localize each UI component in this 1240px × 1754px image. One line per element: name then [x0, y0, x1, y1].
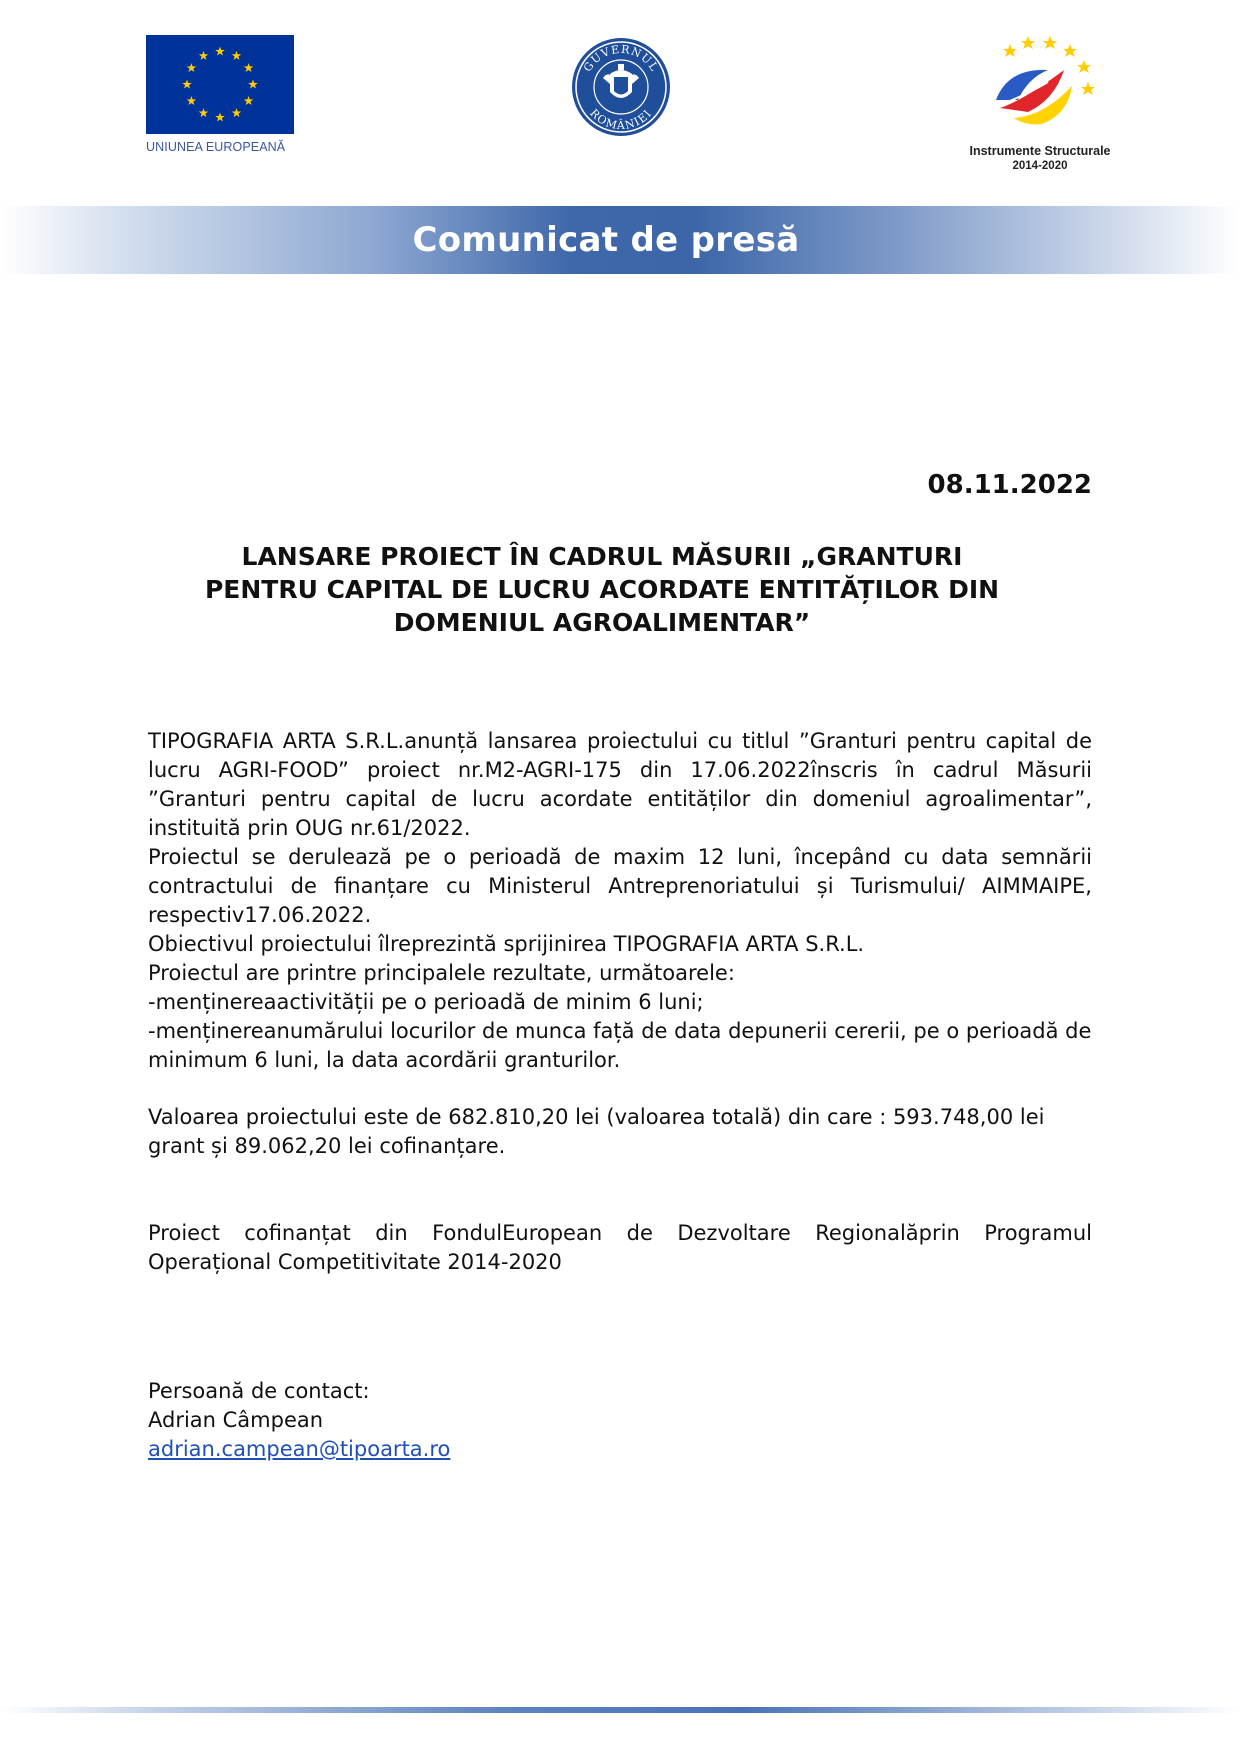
paragraph-duration: Proiectul se derulează pe o perioadă de maxim 12 luni, începând cu data semnării contractului de finanțare cu Ministerul Antreprenoriatului și Turismului/ AIMMAIPE, respectiv17.06.2022.	[148, 845, 1092, 927]
project-value	[148, 1103, 1092, 1161]
paragraph-objective: Obiectivul proiectului îlreprezintă sprijinirea TIPOGRAFIA ARTA S.R.L.	[148, 932, 865, 956]
gov-seal-bottom-text: ROMÂNIEI	[587, 106, 655, 133]
press-release-banner	[0, 206, 1240, 274]
gov-seal-top-text: GUVERNUL	[580, 42, 662, 75]
funding-statement	[148, 1219, 1092, 1277]
instrumente-structurale-caption	[960, 144, 1120, 174]
paragraph-result-item: -menținereanumărului locurilor de munca față de data depunerii cererii, pe o perioadă de minimum 6 luni, la data acordării granturilor.	[148, 1019, 1092, 1072]
paragraph-value: Valoarea proiectului este de 682.810,20 lei (valoarea totală) din care : 593.748,00 lei grant și 89.062,20 lei cofinanțare.	[148, 1105, 1045, 1158]
contact-label: Persoană de contact:	[148, 1379, 370, 1403]
document-title	[148, 540, 1056, 639]
instrumente-structurale-logo	[960, 30, 1120, 174]
title-line: PENTRU CAPITAL DE LUCRU ACORDATE ENTITĂȚILOR DIN	[204, 575, 1000, 604]
eu-caption: UNIUNEA EUROPEANĂ	[146, 140, 286, 154]
paragraph-funding: Proiect cofinanțat din FondulEuropean de Dezvoltare Regionalăprin Programul Operațional Competitivitate 2014-2020	[148, 1221, 1092, 1274]
eu-logo	[146, 35, 296, 154]
instrumente-structurale-mark-icon	[988, 30, 1098, 140]
paragraph-result-item: -menținereaactivității pe o perioadă de minim 6 luni;	[148, 990, 704, 1014]
project-description	[148, 727, 1092, 1075]
eu-flag-icon	[146, 35, 294, 134]
footer-divider	[0, 1707, 1240, 1713]
paragraph-announcement: TIPOGRAFIA ARTA S.R.L.anunță lansarea proiectului cu titlul ”Granturi pentru capital de lucru AGRI-FOOD” proiect nr.M2-AGRI-175 din 17.06.2022înscris în cadrul Măsurii ”Granturi pentru capital de lucru acordate entităților din domeniul agroalimentar”, instituită prin OUG nr.61/2022.	[148, 729, 1092, 840]
government-seal-icon	[570, 36, 672, 138]
is-caption-line1: Instrumente Structurale	[969, 144, 1111, 158]
is-caption-line2: 2014-2020	[1012, 160, 1068, 172]
document-date: 08.11.2022	[927, 470, 1092, 500]
contact-name: Adrian Câmpean	[148, 1408, 324, 1432]
title-line: DOMENIUL AGROALIMENTAR”	[393, 608, 811, 637]
contact-email-link[interactable]: adrian.campean@tipoarta.ro	[148, 1437, 451, 1461]
contact-block	[148, 1377, 1092, 1464]
title-line: LANSARE PROIECT ÎN CADRUL MĂSURII „GRANTURI	[241, 542, 963, 571]
paragraph-results-intro: Proiectul are printre principalele rezultate, următoarele:	[148, 961, 735, 985]
banner-title: Comunicat de presă	[412, 220, 800, 260]
